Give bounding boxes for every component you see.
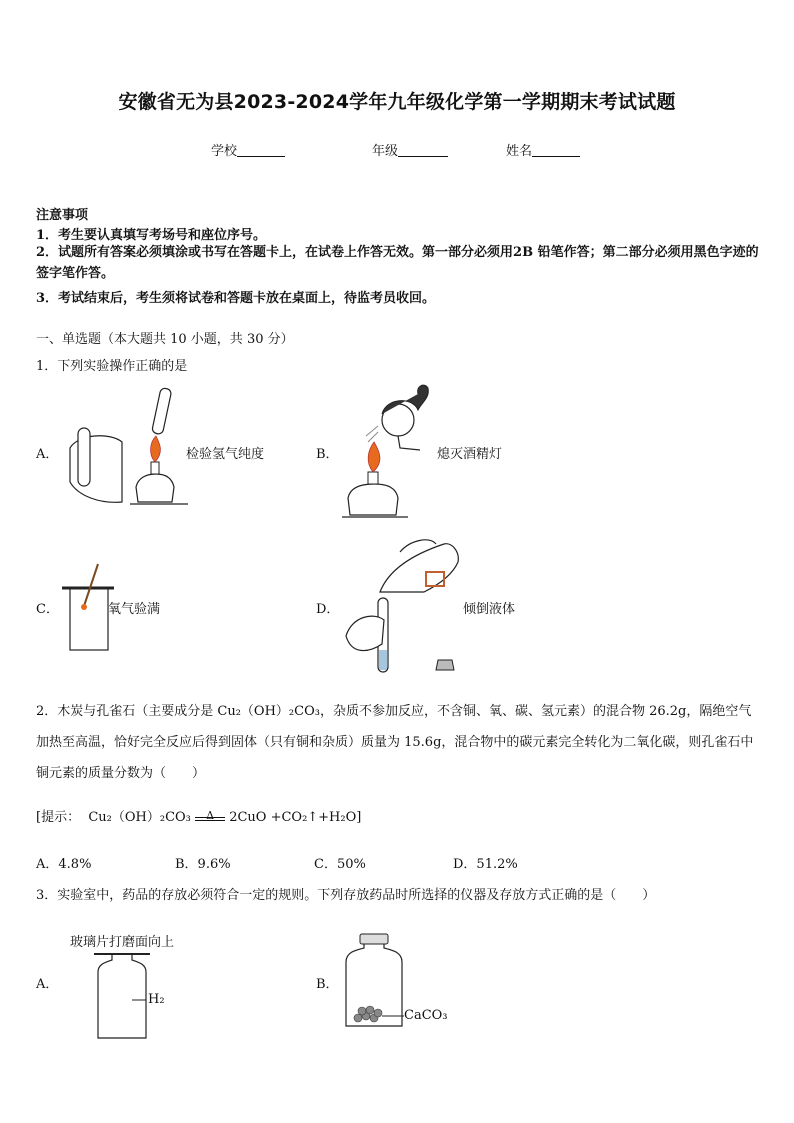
school-field: 学校 xyxy=(211,140,285,159)
q3-option-b-letter: B． xyxy=(316,977,339,992)
q2-option-d[interactable]: D．51.2% xyxy=(453,857,518,872)
q1-option-a-letter: A． xyxy=(36,447,59,462)
q2-stem: 2．木炭与孔雀石（主要成分是 Cu₂（OH）₂CO₃，杂质不参加反应，不含铜、氧、碳、氢元素）的混合物 26.2g，隔绝空气加热至高温，恰好完全反应后得到固体（只有铜和杂质）质量为 15.6g，混合物中的碳元素完全转化为二氧化碳，则孔雀石中铜元素的质量分数为（ ） xyxy=(36,704,754,781)
school-blank[interactable] xyxy=(237,142,285,157)
hint-products: 2CuO +CO₂↑+H₂O] xyxy=(229,810,362,825)
notice-item-2: 2．试题所有答案必须填涂或书写在答题卡上，在试卷上作答无效。第一部分必须用2B 铅笔作答；第二部分必须用黑色字迹的签字笔作答。 xyxy=(36,245,759,281)
q3-stem: 3．实验室中，药品的存放必须符合一定的规则。下列存放药品时所选择的仪器及存放方式正确的是（ ） xyxy=(36,888,656,903)
q1-b-figure xyxy=(338,380,438,520)
q3-b-figure xyxy=(342,934,408,1030)
notice-item-1: 1．考生要认真填写考场号和座位序号。 xyxy=(36,228,267,243)
q1-d-figure xyxy=(340,532,470,677)
flame-icon xyxy=(368,442,380,472)
q3-a-figure xyxy=(92,950,152,1040)
name-field: 姓名 xyxy=(506,140,580,159)
q2-option-c[interactable]: C．50% xyxy=(314,857,366,872)
q2-hint: [提示： Cu₂（OH）₂CO₃ Δ 2CuO +CO₂↑+H₂O] xyxy=(36,809,362,825)
grade-field: 年级 xyxy=(372,140,448,159)
q1-a-figure xyxy=(60,392,190,512)
gas-bottle-icon xyxy=(70,588,108,650)
hint-reactant: Cu₂（OH）₂CO₃ xyxy=(88,810,191,825)
q1-option-c-label: 氧气验满 xyxy=(108,602,161,617)
inverted-tube-icon xyxy=(152,387,172,434)
q1-option-b-letter: B． xyxy=(316,447,339,462)
q1-option-d-letter: D． xyxy=(316,602,340,617)
stopper-icon xyxy=(360,934,388,944)
q2-option-a[interactable]: A．4.8% xyxy=(36,857,92,872)
q1-option-d-label: 倾倒液体 xyxy=(463,602,516,617)
q2-option-b[interactable]: B．9.6% xyxy=(175,857,231,872)
q1-option-b-label: 熄灭酒精灯 xyxy=(437,447,503,462)
flame-icon xyxy=(151,436,161,462)
reagent-bottle-icon xyxy=(380,544,458,592)
glowing-tip-icon xyxy=(81,604,87,610)
name-blank[interactable] xyxy=(532,142,580,157)
gas-bottle-icon xyxy=(98,954,146,1038)
q3-b-label: CaCO₃ xyxy=(404,1008,448,1023)
hint-condition: Δ xyxy=(206,809,215,822)
grade-blank[interactable] xyxy=(398,142,448,157)
q3-option-a-letter: A． xyxy=(36,977,59,992)
notice-item-3: 3．考试结束后，考生须将试卷和答题卡放在桌面上，待监考员收回。 xyxy=(36,291,436,306)
q1-option-a-label: 检验氢气纯度 xyxy=(186,447,265,462)
q1-stem: 1．下列实验操作正确的是 xyxy=(36,359,188,374)
bottle-stopper-icon xyxy=(436,660,454,670)
q1-option-c-letter: C． xyxy=(36,602,59,617)
q3-a-caption: 玻璃片打磨面向上 xyxy=(70,935,175,950)
alcohol-lamp-icon xyxy=(348,484,398,515)
alcohol-lamp-icon xyxy=(136,474,174,502)
page-title: 安徽省无为县2023-2024学年九年级化学第一学期期末考试试题 xyxy=(118,91,676,113)
test-tube-icon xyxy=(78,428,90,486)
q3-a-label: H₂ xyxy=(148,992,165,1007)
section-heading: 一、单选题（本大题共 10 小题，共 30 分） xyxy=(36,332,294,347)
holding-hand-icon xyxy=(346,616,384,650)
notice-heading: 注意事项 xyxy=(36,208,89,223)
